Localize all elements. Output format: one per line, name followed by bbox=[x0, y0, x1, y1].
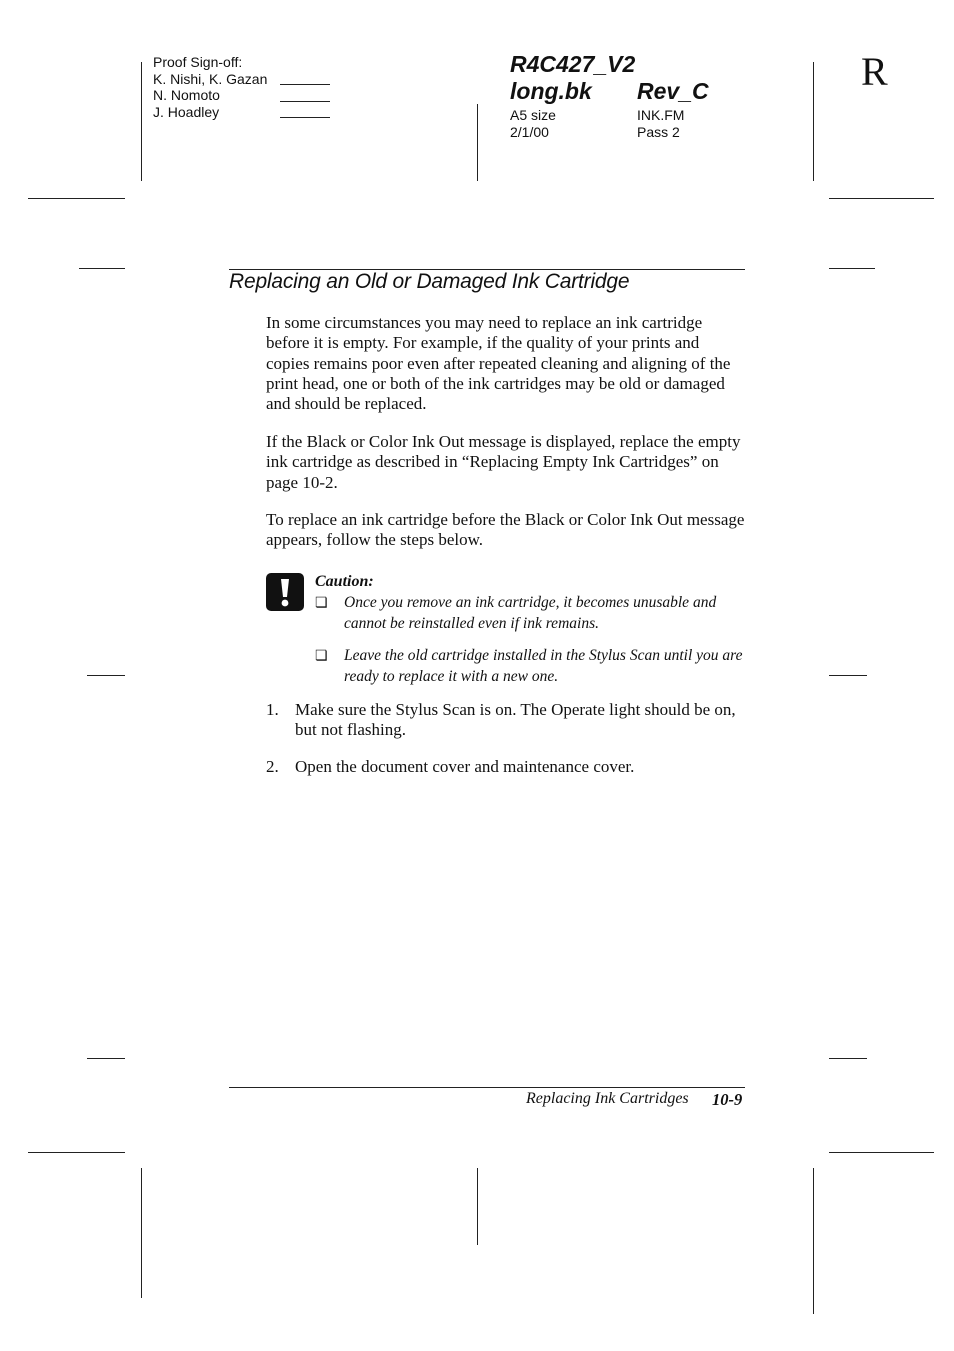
caution-item-text: Once you remove an ink cartridge, it becomes unusable and cannot be reinstalled even if ink remains. bbox=[344, 594, 717, 632]
crop-mark bbox=[829, 198, 934, 199]
body-paragraph: To replace an ink cartridge before the Black or Color Ink Out message appears, follow the steps below. bbox=[266, 510, 745, 550]
page-size: A5 size bbox=[510, 107, 556, 123]
revision: Rev_C bbox=[637, 78, 709, 104]
document-meta bbox=[510, 107, 710, 141]
caution-item-text: Leave the old cartridge installed in the Stylus Scan until you are ready to replace it with a new one. bbox=[344, 647, 743, 685]
crop-mark bbox=[87, 1058, 125, 1059]
crop-mark bbox=[813, 1168, 814, 1314]
book-name: long.bk bbox=[510, 78, 592, 104]
step-text: Make sure the Stylus Scan is on. The Operate light should be on, but not flashing. bbox=[295, 700, 736, 740]
crop-mark bbox=[79, 268, 125, 269]
crop-mark bbox=[141, 62, 142, 181]
signoff-row bbox=[153, 71, 330, 88]
signoff-name: K. Nishi, K. Gazan bbox=[153, 70, 268, 87]
step-item bbox=[266, 700, 745, 741]
caution-item bbox=[315, 593, 744, 634]
body-paragraph: If the Black or Color Ink Out message is displayed, replace the empty ink cartridge as described in “Replacing Empty Ink Cartridges” on page 10-2. bbox=[266, 432, 741, 492]
signoff-row bbox=[153, 104, 330, 121]
signoff-row bbox=[153, 87, 330, 104]
caution-item bbox=[315, 646, 744, 687]
crop-mark bbox=[829, 268, 875, 269]
signoff-name: J. Hoadley bbox=[153, 103, 220, 120]
step-text: Open the document cover and maintenance cover. bbox=[295, 757, 635, 776]
section-title: Replacing an Old or Damaged Ink Cartridge bbox=[229, 270, 630, 293]
signoff-name: N. Nomoto bbox=[153, 87, 220, 104]
document-code bbox=[510, 51, 709, 105]
crop-mark bbox=[829, 1058, 867, 1059]
checkbox-bullet-icon: ❏ bbox=[315, 596, 328, 611]
crop-mark bbox=[477, 104, 478, 181]
step-number: 2. bbox=[266, 757, 279, 776]
signature-line bbox=[280, 89, 330, 102]
code-line-2 bbox=[510, 78, 709, 105]
crop-mark bbox=[477, 1168, 478, 1245]
crop-mark bbox=[141, 1168, 142, 1298]
caution-icon bbox=[266, 573, 304, 611]
file-name: INK.FM bbox=[637, 107, 685, 123]
signature-line bbox=[280, 105, 330, 118]
footer-chapter-title: Replacing Ink Cartridges bbox=[526, 1090, 689, 1107]
signoff-label: Proof Sign-off: bbox=[153, 54, 243, 70]
crop-mark bbox=[28, 198, 125, 199]
proof-date: 2/1/00 bbox=[510, 123, 549, 140]
crop-mark bbox=[813, 62, 814, 181]
checkbox-bullet-icon: ❏ bbox=[315, 649, 328, 664]
proof-signoff bbox=[153, 54, 330, 120]
corner-letter: R bbox=[861, 49, 888, 94]
pass-number: Pass 2 bbox=[637, 123, 680, 140]
body-paragraph: In some circumstances you may need to replace an ink cartridge before it is empty. For example, if the quality of your prints and copies remains poor even after repeated cleaning and aligning of the print head, one or both of the ink cartridges may be old or damaged and should be replaced. bbox=[266, 313, 731, 414]
page-number: 10-9 bbox=[712, 1090, 743, 1109]
crop-mark bbox=[829, 1152, 934, 1153]
step-number: 1. bbox=[266, 700, 279, 719]
code-line-1: R4C427_V2 bbox=[510, 51, 636, 77]
crop-mark bbox=[28, 1152, 125, 1153]
caution-title: Caution: bbox=[315, 573, 374, 590]
crop-mark bbox=[829, 675, 867, 676]
crop-mark bbox=[87, 675, 125, 676]
signature-line bbox=[280, 72, 330, 85]
footer-rule bbox=[229, 1087, 745, 1088]
step-item bbox=[266, 757, 745, 777]
